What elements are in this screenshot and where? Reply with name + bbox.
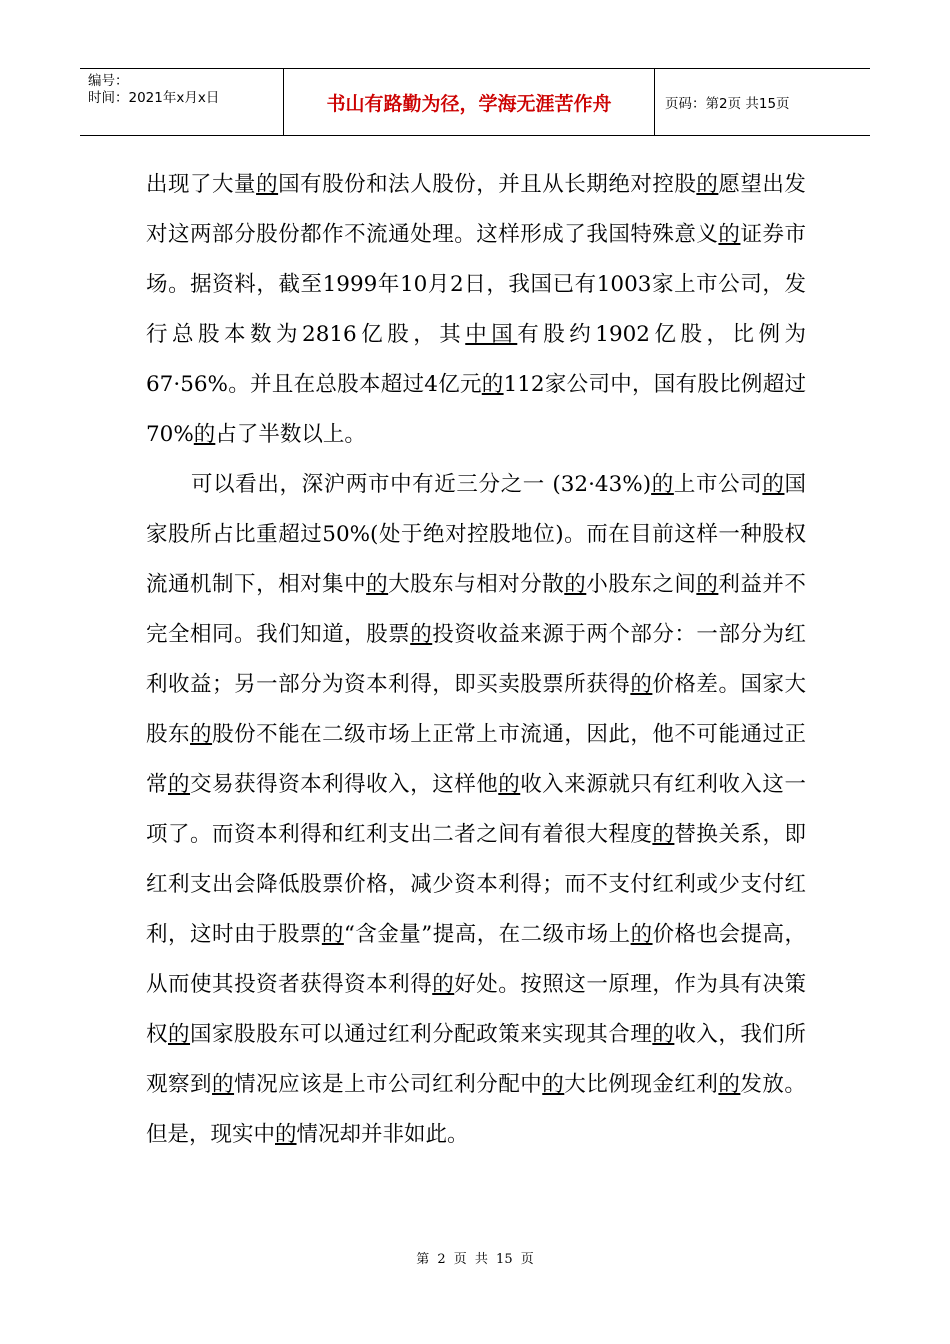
document-header <box>80 68 870 136</box>
header-motto: 书山有路勤为径，学海无涯苦作舟 <box>283 69 655 135</box>
text-run: 国家股股东可以通过红利分配政策来实现其合理 <box>190 1022 653 1047</box>
underlined-text: 的 <box>718 1072 741 1097</box>
text-run: 好处。按照这一原理，作为具有决策权 <box>146 972 806 1047</box>
text-run: 大比例现金红利 <box>564 1072 719 1097</box>
underlined-text: 的 <box>432 972 455 997</box>
text-run: 大股东与相对分散 <box>388 572 565 597</box>
paragraph-1 <box>146 160 806 460</box>
underlined-text: 中国 <box>465 322 518 347</box>
text-run: 出现了大量 <box>146 172 257 197</box>
header-page-info: 页码：第2页 共15页 <box>665 96 790 112</box>
text-run: 占了半数以上。 <box>215 422 366 447</box>
underlined-text: 的 <box>256 172 279 197</box>
text-run: 价格差。国家大股东 <box>146 672 806 747</box>
text-run: 收入，我们所观察到 <box>146 1022 806 1097</box>
text-run: 愿望出发对这两部分股份都作不流通处理。这样形成了我国特殊意义 <box>146 172 806 247</box>
underlined-text: 的 <box>630 922 653 947</box>
underlined-text: 的 <box>696 572 719 597</box>
underlined-text: 的 <box>564 572 587 597</box>
underlined-text: 的 <box>193 422 216 447</box>
underlined-text: 的 <box>275 1122 297 1147</box>
underlined-text: 的 <box>366 572 389 597</box>
text-run: 利益并不完全相同。我们知道，股票 <box>146 572 806 647</box>
underlined-text: 的 <box>696 172 719 197</box>
text-run: 有股约1902亿股，比例为67·56%。并且在总股本超过4亿元 <box>146 322 807 397</box>
underlined-text: 的 <box>410 622 433 647</box>
text-run: 国家股所占比重超过50%(处于绝对控股地位)。而在目前这样一种股权流通机制下，相对集中 <box>146 472 806 597</box>
text-run: 可以看出，深沪两市中有近三分之一 (32·43%) <box>191 472 652 497</box>
text-run: 小股东之间 <box>586 572 697 597</box>
underlined-text: 的 <box>190 722 213 747</box>
underlined-text: 的 <box>652 1022 675 1047</box>
text-run: 证券市场。据资料，截至1999年10月2日，我国已有1003家上市公司，发行总股本数为2816亿股，其 <box>146 222 806 347</box>
paragraph-2 <box>146 460 806 1160</box>
underlined-text: 的 <box>321 922 344 947</box>
text-run: 上市公司 <box>673 472 763 497</box>
document-body <box>146 160 806 1160</box>
underlined-text: 的 <box>630 672 653 697</box>
page-footer: 第 2 页 共 15 页 <box>416 1252 534 1267</box>
underlined-text: 的 <box>212 1072 235 1097</box>
text-run: 发放。但是，现实中 <box>146 1072 806 1147</box>
text-run: 替换关系，即红利支出会降低股票价格，减少资本利得；而不支付红利或少支付红利，这时由于股票 <box>146 822 806 947</box>
underlined-text: 的 <box>168 772 191 797</box>
text-run: 价格也会提高，从而使其投资者获得资本利得 <box>146 922 806 997</box>
text-run: 情况应该是上市公司红利分配中 <box>234 1072 543 1097</box>
header-meta <box>80 69 283 135</box>
underlined-text: 的 <box>651 472 674 497</box>
text-run: 国有股份和法人股份，并且从长期绝对控股 <box>278 172 697 197</box>
underlined-text: 的 <box>481 372 504 397</box>
text-run: “含金量”提高，在二级市场上 <box>343 922 631 947</box>
underlined-text: 的 <box>168 1022 191 1047</box>
text-run: 情况却并非如此。 <box>296 1122 469 1147</box>
underlined-text: 的 <box>718 222 741 247</box>
underlined-text: 的 <box>542 1072 565 1097</box>
underlined-text: 的 <box>652 822 675 847</box>
time-label: 时间：2021年x月x日 <box>88 90 220 106</box>
underlined-text: 的 <box>762 472 785 497</box>
underlined-text: 的 <box>498 772 521 797</box>
text-run: 收入来源就只有红利收入这一项了。而资本利得和红利支出二者之间有着很大程度 <box>146 772 806 847</box>
text-run: 投资收益来源于两个部分：一部分为红利收益；另一部分为资本利得，即买卖股票所获得 <box>146 622 806 697</box>
text-run: 交易获得资本利得收入，这样他 <box>190 772 499 797</box>
text-run: 112家公司中，国有股比例超过70% <box>146 372 806 447</box>
serial-label: 编号： <box>88 73 129 89</box>
text-run: 股份不能在二级市场上正常上市流通，因此，他不可能通过正常 <box>146 722 806 797</box>
